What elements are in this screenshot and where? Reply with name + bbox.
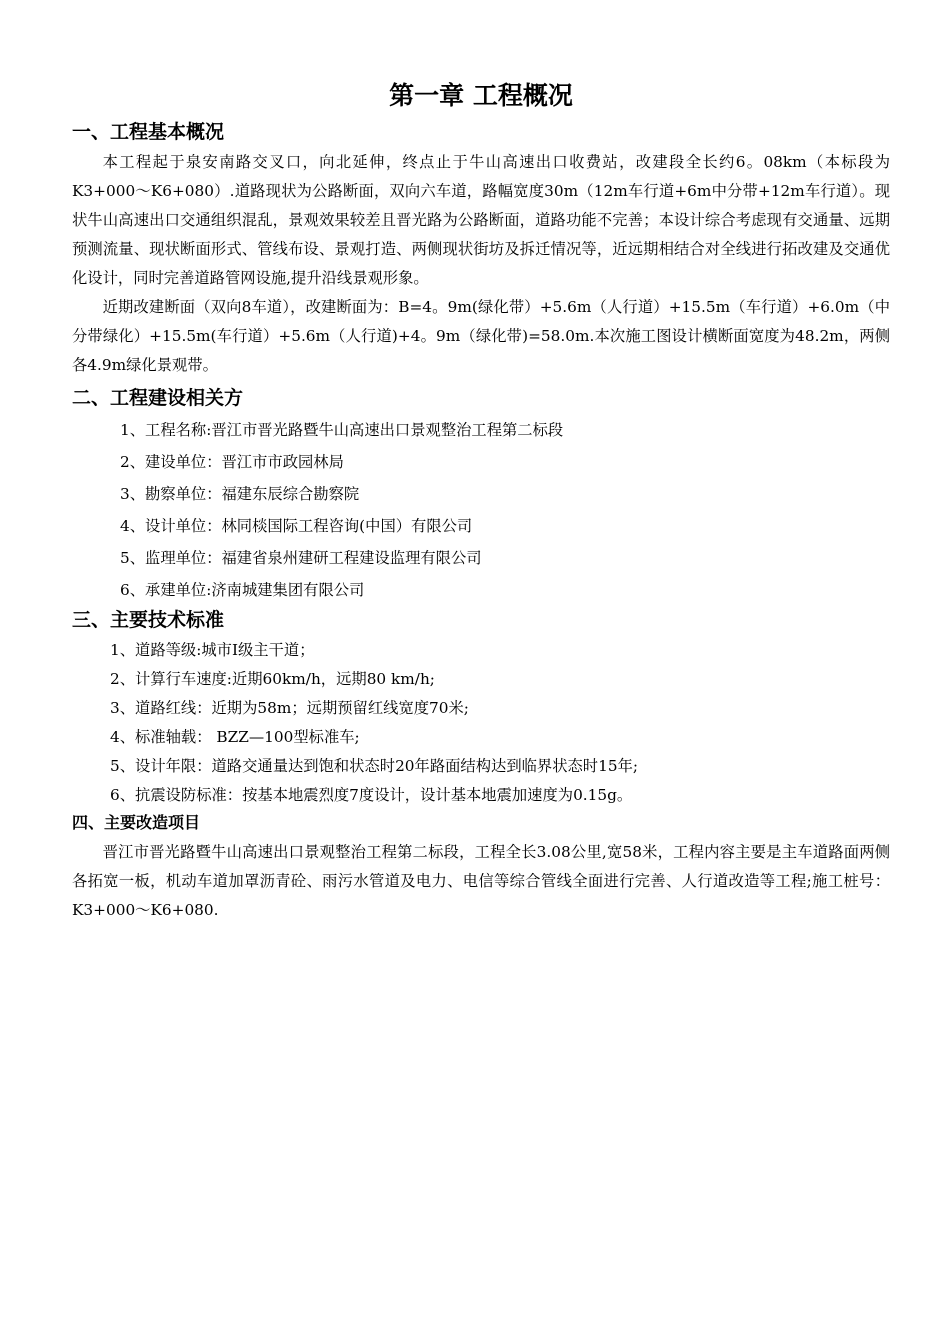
list-item: 4、标准轴载： BZZ—100型标准车; — [110, 728, 360, 746]
overview-paragraph: 近期改建断面（双向8车道），改建断面为：B=4。9m(绿化带）+5.6m（人行道）+15.5m（车行道）+6.0m（中分带绿化）+15.5m(车行道）+5.6m（人行道)+4。9m（绿化带)=58.0m.本次施工图设计横断面宽度为48.2m，两侧各4.9m绿化景观带。 — [72, 298, 890, 374]
list-item: 6、承建单位:济南城建集团有限公司 — [120, 581, 365, 599]
renovation-paragraph: 晋江市晋光路暨牛山高速出口景观整治工程第二标段，工程全长3.08公里,宽58米，工程内容主要是主车道路面两侧各拓宽一板，机动车道加罩沥青砼、雨污水管道及电力、电信等综合管线全面进行完善、人行道改造等工程;施工桩号：K3+000～K6+080. — [72, 843, 890, 919]
list-item: 6、抗震设防标准：按基本地震烈度7度设计，设计基本地震加速度为0.15g。 — [110, 786, 633, 804]
list-item: 1、道路等级:城市Ⅰ级主干道； — [110, 641, 315, 659]
section-heading-parties: 二、工程建设相关方 — [72, 387, 244, 409]
document-page — [72, 78, 890, 925]
chapter-title: 第一章 工程概况 — [389, 81, 573, 110]
list-item: 2、建设单位：晋江市市政园林局 — [120, 453, 344, 471]
list-item: 2、计算行车速度:近期60km/h，远期80 km/h; — [110, 670, 435, 688]
section-heading-standards: 三、主要技术标准 — [72, 609, 225, 631]
list-item: 4、设计单位：林同棪国际工程咨询(中国）有限公司 — [120, 517, 473, 535]
list-item: 1、工程名称:晋江市晋光路暨牛山高速出口景观整治工程第二标段 — [120, 421, 564, 439]
list-item: 3、勘察单位：福建东辰综合勘察院 — [120, 485, 360, 503]
list-item: 5、监理单位：福建省泉州建研工程建设监理有限公司 — [120, 549, 482, 567]
overview-paragraph: 本工程起于泉安南路交叉口，向北延伸，终点止于牛山高速出口收费站，改建段全长约6。08km（本标段为K3+000～K6+080）.道路现状为公路断面，双向六车道，路幅宽度30m（12m车行道+6m中分带+12m车行道）。现状牛山高速出口交通组织混乱，景观效果较差且晋光路为公路断面，道路功能不完善；本设计综合考虑现有交通量、远期预测流量、现状断面形式、管线布设、景观打造、两侧现状街坊及拆迁情况等，近远期相结合对全线进行拓改建及交通优化设计，同时完善道路管网设施,提升沿线景观形象。 — [72, 153, 890, 287]
list-item: 5、设计年限：道路交通量达到饱和状态时20年路面结构达到临界状态时15年; — [110, 757, 639, 775]
section-heading-renovation: 四、主要改造项目 — [72, 813, 201, 832]
list-item: 3、道路红线：近期为58m；远期预留红线宽度70米; — [110, 699, 469, 717]
standards-list — [72, 636, 890, 810]
section-heading-overview: 一、工程基本概况 — [72, 121, 225, 143]
parties-list — [72, 414, 890, 606]
